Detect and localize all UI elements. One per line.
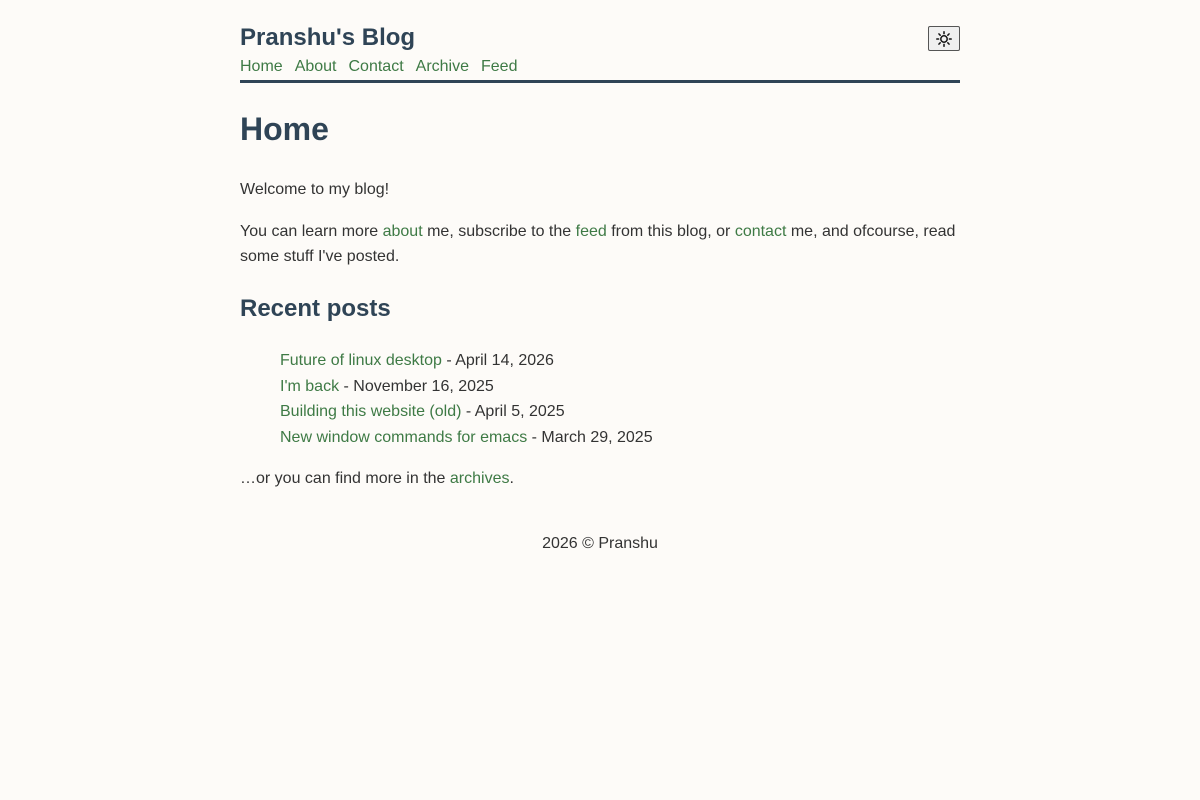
list-item bbox=[280, 425, 653, 451]
site-header bbox=[240, 0, 960, 83]
post-date: - November 16, 2025 bbox=[339, 377, 494, 395]
sun-icon bbox=[936, 31, 952, 47]
more-paragraph bbox=[240, 466, 960, 491]
post-date: - March 29, 2025 bbox=[527, 428, 653, 446]
list-item bbox=[280, 374, 653, 400]
feed-link[interactable]: feed bbox=[575, 223, 607, 240]
intro-text-1: You can learn more bbox=[240, 223, 383, 240]
post-link[interactable]: New window commands for emacs bbox=[280, 428, 528, 446]
more-text: …or you can find more in the bbox=[240, 470, 450, 487]
site-footer bbox=[240, 533, 960, 555]
intro-paragraph bbox=[240, 219, 960, 269]
footer-text: 2026 © Pranshu bbox=[542, 535, 658, 552]
page-title: Home bbox=[240, 111, 329, 147]
intro-text-2: me, subscribe to the bbox=[422, 223, 576, 240]
post-link[interactable]: Future of linux desktop bbox=[280, 352, 442, 369]
page bbox=[240, 0, 960, 552]
list-item bbox=[280, 399, 653, 425]
more-suffix: . bbox=[509, 470, 514, 487]
nav-home[interactable]: Home bbox=[240, 58, 283, 75]
main-nav bbox=[240, 58, 529, 76]
welcome-text: Welcome to my blog! bbox=[240, 181, 390, 198]
nav-feed[interactable]: Feed bbox=[481, 58, 518, 75]
nav-about[interactable]: About bbox=[294, 58, 337, 75]
recent-posts-heading: Recent posts bbox=[240, 295, 391, 322]
intro-text-4: me, and ofcourse, read some stuff I've posted. bbox=[240, 223, 956, 265]
theme-toggle-button[interactable] bbox=[928, 26, 960, 51]
post-date: - April 5, 2025 bbox=[461, 403, 565, 421]
post-link[interactable]: I'm back bbox=[280, 377, 340, 395]
post-link[interactable]: Building this website (old) bbox=[280, 403, 462, 421]
nav-archive[interactable]: Archive bbox=[415, 58, 469, 75]
about-link[interactable]: about bbox=[382, 223, 423, 240]
post-date: - April 14, 2026 bbox=[441, 352, 554, 369]
archives-link[interactable]: archives bbox=[449, 470, 510, 487]
nav-contact[interactable]: Contact bbox=[348, 58, 404, 75]
contact-link[interactable]: contact bbox=[734, 223, 787, 240]
site-title[interactable]: Pranshu's Blog bbox=[240, 24, 416, 51]
list-item bbox=[280, 348, 653, 374]
intro-text-3: from this blog, or bbox=[606, 223, 735, 240]
recent-posts-list bbox=[280, 348, 653, 450]
